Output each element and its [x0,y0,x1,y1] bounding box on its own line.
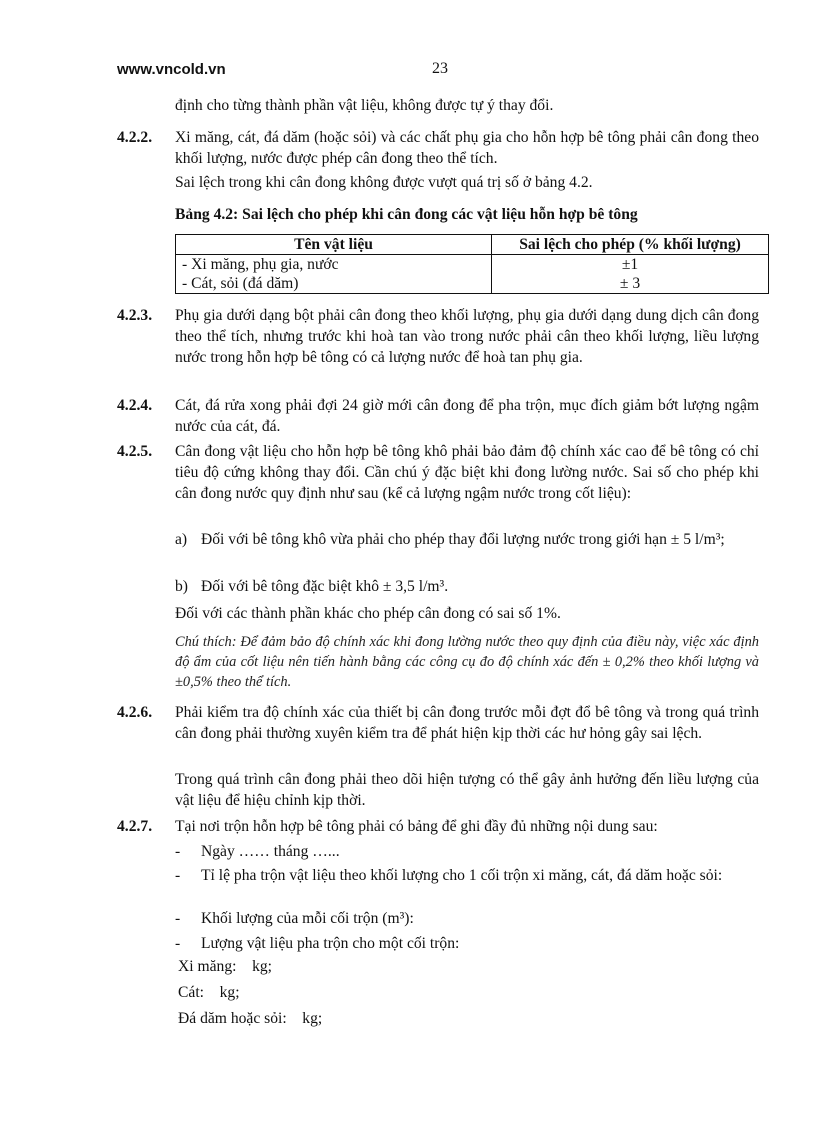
table-row [176,274,769,294]
list-item [175,841,759,862]
quantity-line [178,958,272,976]
section-text: Tại nơi trộn hỗn hợp bê tông phải có bảng để ghi đầy đủ những nội dung sau: [175,818,658,835]
section-number: 4.2.3. [117,307,153,324]
section-number: 4.2.2. [117,129,153,146]
section-number: 4.2.4. [117,397,153,414]
item-text: Đối với bê tông khô vừa phải cho phép thay đổi lượng nước trong giới hạn ± 5 l/m³; [201,531,725,548]
dash-marker: - [175,843,181,860]
section-4-2-5 [117,441,759,504]
tolerance-table [175,234,769,294]
section-number: 4.2.7. [117,818,153,835]
list-item [175,865,759,886]
section-text: Cân đong vật liệu cho hỗn hợp bê tông khô phải bảo đảm độ chính xác cao để bê tông có chỉ tiêu độ cứng không thay đổi. Cần chú ý đặc biệt khi đong lường nước. Sai số cho phép khi cân đong nước quy định như sau (kể cả lượng ngậm nước trong cốt liệu): [175,443,759,502]
intro-line: định cho từng thành phần vật liệu, không được tự ý thay đổi. [175,97,554,114]
quantity-unit: kg; [219,984,240,1001]
table-row [176,255,769,275]
table-header: Sai lệch cho phép (% khối lượng) [492,235,769,255]
section-4-2-6-text2: Trong quá trình cân đong phải theo dõi hiện tượng có thể gây ảnh hưởng đến liều lượng của vật liệu để hiệu chỉnh kịp thời. [175,771,759,809]
table-cell: - Xi măng, phụ gia, nước [176,255,492,275]
section-4-2-7 [117,816,759,837]
item-a [175,529,759,550]
table-cell: - Cát, sỏi (đá dăm) [176,274,492,294]
other-components-text: Đối với các thành phần khác cho phép cân đong có sai số 1%. [175,605,561,622]
dash-marker: - [175,910,181,927]
item-label: b) [175,578,188,595]
table-caption: Bảng 4.2: Sai lệch cho phép khi cân đong các vật liệu hỗn hợp bê tông [175,206,638,223]
item-b [175,576,759,597]
section-4-2-4 [117,395,759,437]
section-4-2-6 [117,702,759,744]
list-item-text: Lượng vật liệu pha trộn cho một cối trộn: [201,935,460,952]
section-4-2-3 [117,305,759,368]
list-item-text: Tỉ lệ pha trộn vật liệu theo khối lượng cho 1 cối trộn xi măng, cát, đá dăm hoặc sỏi: [201,867,723,884]
section-number: 4.2.6. [117,704,153,721]
page-number: 23 [432,60,448,77]
quantity-name: Xi măng: [178,958,237,975]
table-cell: ±1 [492,255,769,275]
section-text: Xi măng, cát, đá dăm (hoặc sỏi) và các chất phụ gia cho hỗn hợp bê tông phải cân đong theo khối lượng, nước được phép cân đong theo thể tích. [175,129,759,167]
list-item-text: Khối lượng của mỗi cối trộn (m³): [201,910,414,927]
section-4-2-2 [117,127,759,169]
quantity-name: Đá dăm hoặc sỏi: [178,1010,287,1027]
table-cell: ± 3 [492,274,769,294]
section-number: 4.2.5. [117,443,153,460]
list-item [175,908,759,929]
section-text: Cát, đá rửa xong phải đợi 24 giờ mới cân đong để pha trộn, mục đích giảm bớt lượng ngậm nước của cát, đá. [175,397,759,435]
quantity-line [178,1010,322,1028]
table-header-row [176,235,769,255]
dash-marker: - [175,867,181,884]
section-text: Phải kiểm tra độ chính xác của thiết bị cân đong trước mỗi đợt đổ bê tông và trong quá trình cân đong phải thường xuyên kiểm tra để phát hiện kịp thời các hư hỏng gây sai lệch. [175,704,759,742]
item-text: Đối với bê tông đặc biệt khô ± 3,5 l/m³. [201,578,449,595]
table-header: Tên vật liệu [176,235,492,255]
section-text: Phụ gia dưới dạng bột phải cân đong theo khối lượng, phụ gia dưới dạng dung dịch cân đong theo thể tích, nhưng trước khi hoà tan vào trong nước phải cân theo khối lượng, liều lượng nước trong hỗn hợp bê tông có cả lượng nước để hoà tan phụ gia. [175,307,759,366]
site-url: www.vncold.vn [117,61,226,78]
quantity-unit: kg; [252,958,273,975]
note-text: Chú thích: Để đảm bảo độ chính xác khi đong lường nước theo quy định của điều này, việc xác định độ ẩm của cốt liệu nên tiến hành bằng các công cụ đo độ chính xác đến ± 0,2% theo khối lượng và ±0,5% theo thể tích. [175,634,759,690]
quantity-name: Cát: [178,984,204,1001]
section-4-2-2-text2: Sai lệch trong khi cân đong không được vượt quá trị số ở bảng 4.2. [175,174,593,191]
quantity-unit: kg; [302,1010,323,1027]
list-item-text: Ngày …… tháng …... [201,843,340,860]
list-item [175,933,759,954]
dash-marker: - [175,935,181,952]
quantity-line [178,984,240,1002]
item-label: a) [175,531,188,548]
